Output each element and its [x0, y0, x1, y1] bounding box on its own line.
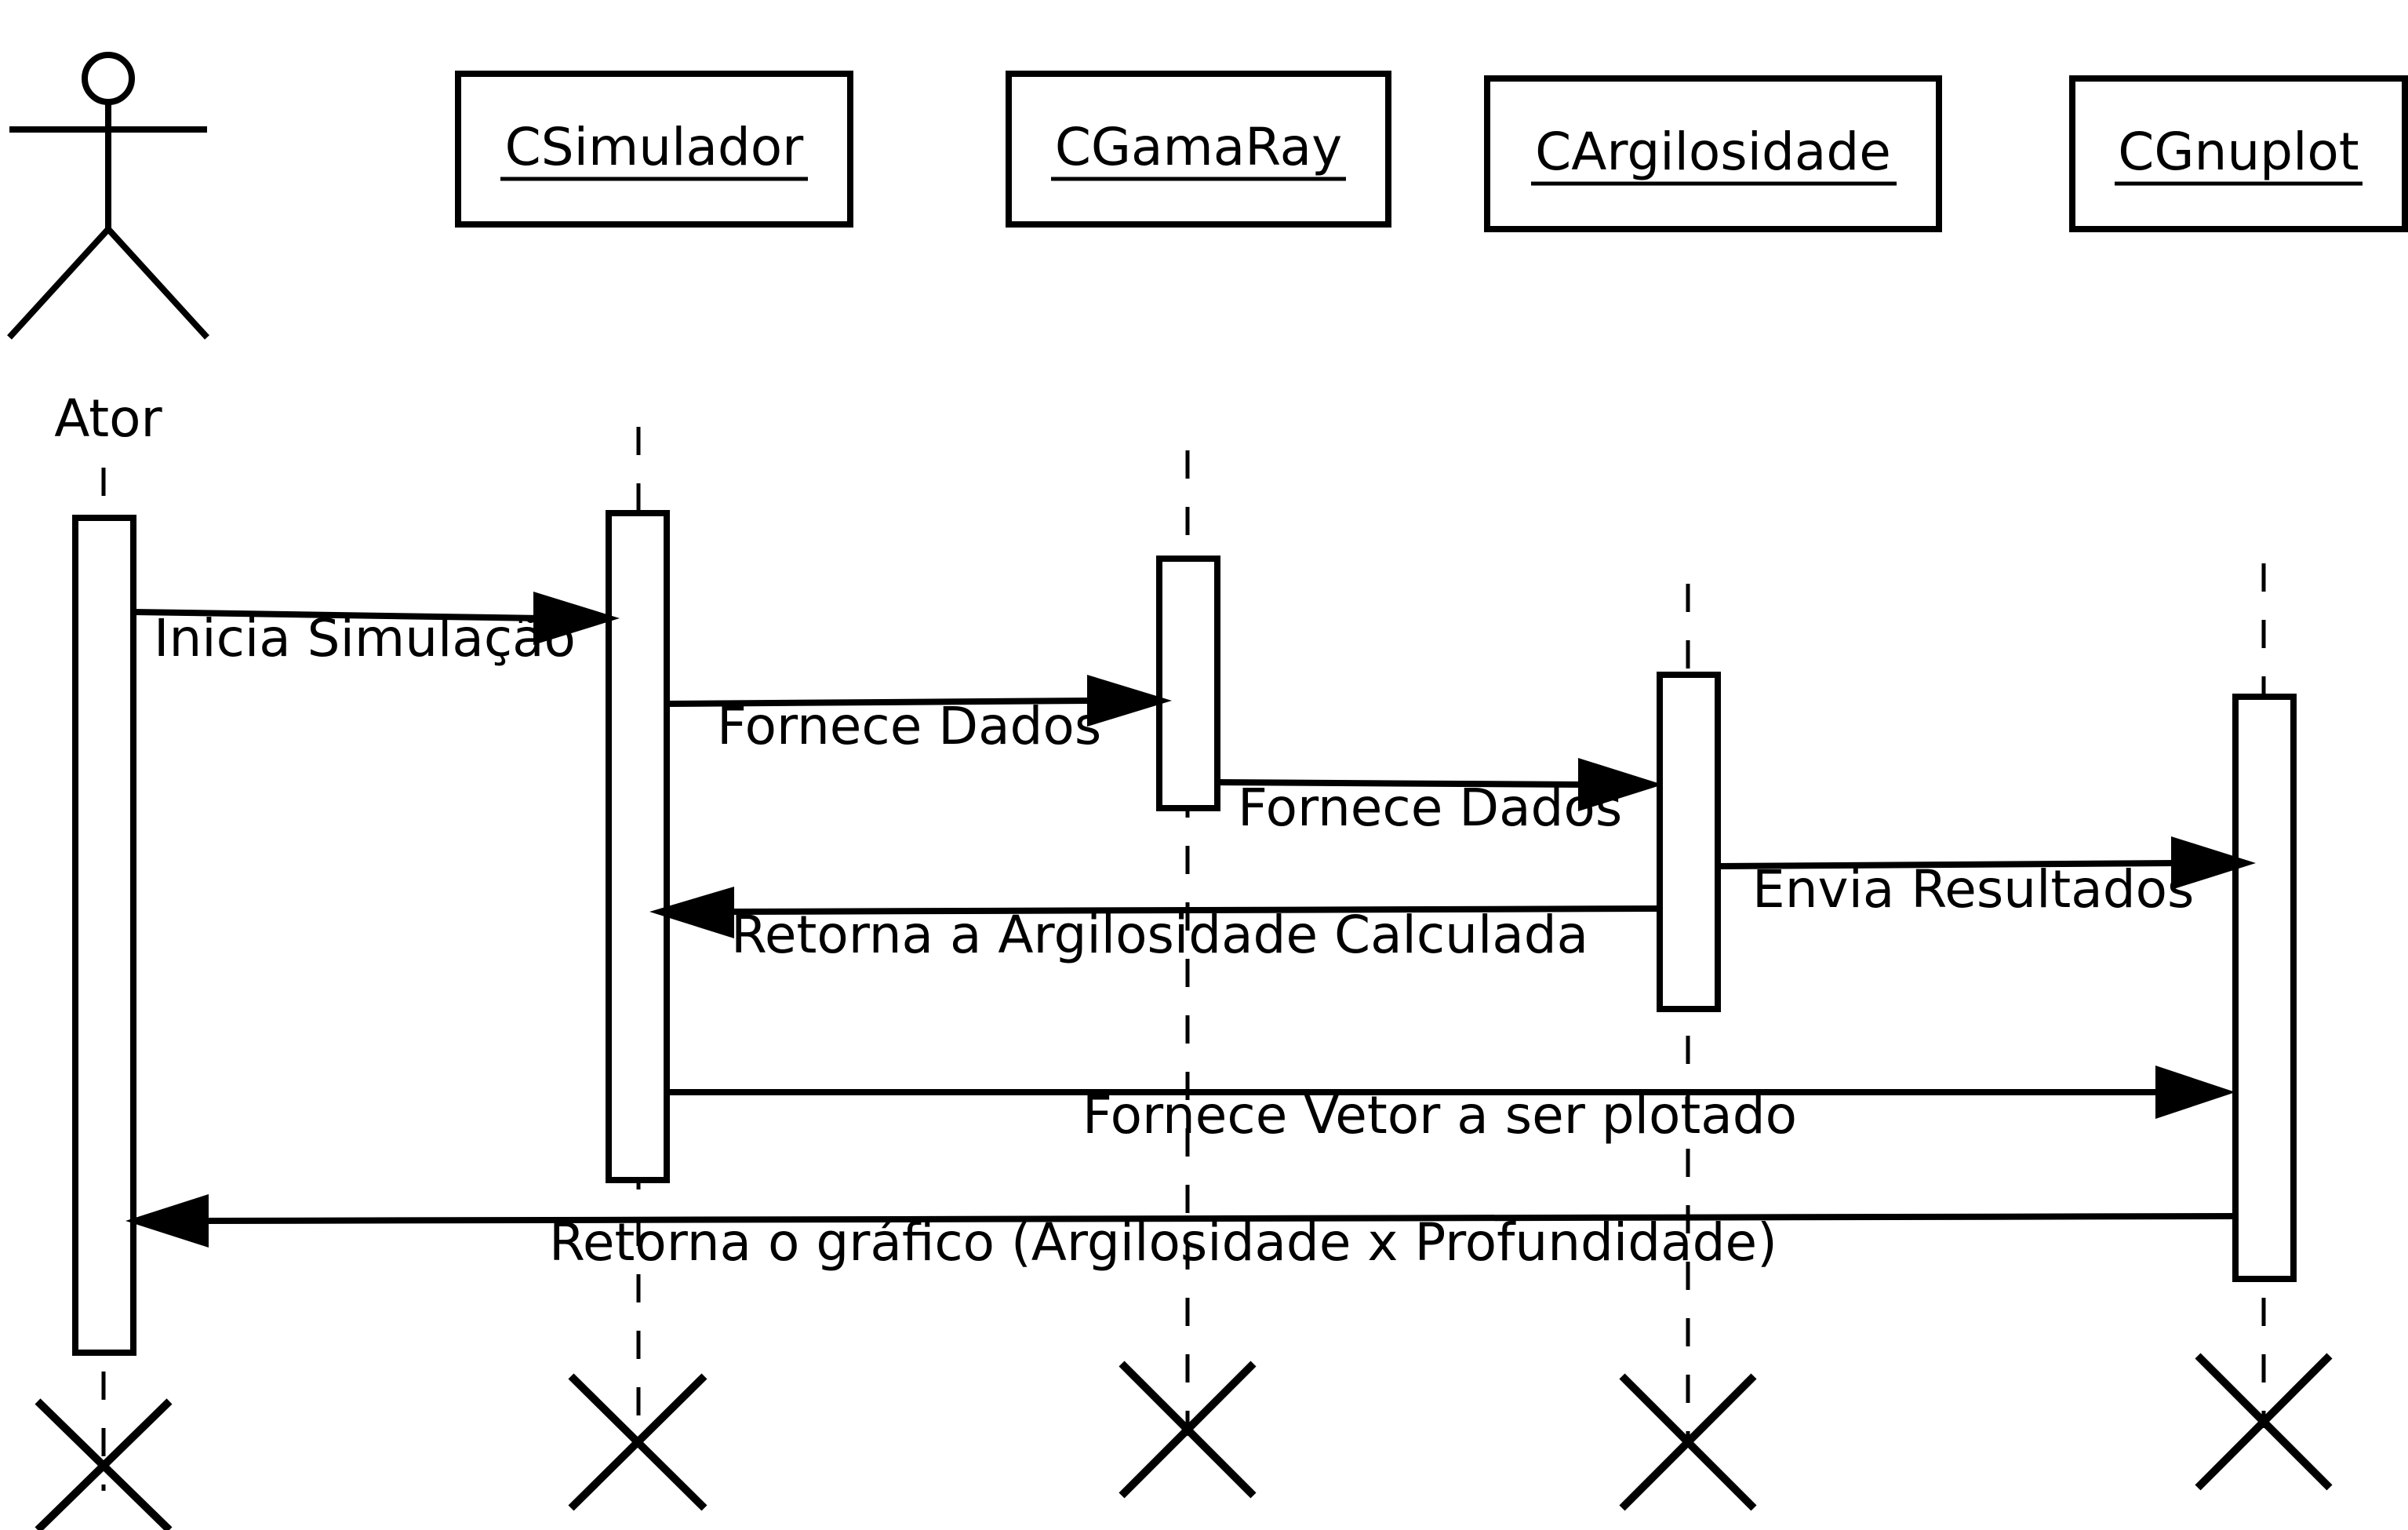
object-cargilosidade-label: CArgilosidade: [1535, 122, 1891, 182]
message-fornece-vetor: [667, 1066, 2235, 1146]
message-fornece-dados-2-label: Fornece Dados: [1238, 778, 1623, 838]
activation-cgamaray: [1159, 559, 1217, 808]
message-envia-resultados-label: Envia Resultados: [1752, 859, 2195, 920]
object-csimulador: [458, 74, 850, 224]
actor-label: Ator: [54, 388, 162, 449]
actor-stick-figure-icon: [9, 55, 207, 337]
message-retorna-grafico: [125, 1194, 2235, 1273]
object-cargilosidade: [1487, 78, 1939, 229]
actor: [9, 55, 207, 449]
message-fornece-dados-1: [667, 675, 1172, 756]
activation-cgnuplot: [2235, 697, 2293, 1279]
activation-cargilosidade: [1660, 675, 1718, 1009]
message-fornece-dados-2: [1217, 758, 1663, 838]
object-cgamaray: [1009, 74, 1388, 224]
message-inicia-simulacao-label: Inicia Simulação: [154, 608, 576, 668]
activation-csimulador: [609, 513, 667, 1180]
message-fornece-vetor-label: Fornece Vetor a ser plotado: [1082, 1085, 1798, 1146]
object-cgnuplot-label: CGnuplot: [2118, 122, 2359, 182]
destroy-cgamaray-icon: [1122, 1364, 1253, 1495]
object-cgamaray-label: CGamaRay: [1054, 117, 1343, 177]
object-cgnuplot: [2072, 78, 2405, 229]
activation-ator: [75, 518, 133, 1353]
message-retorna-argilosidade: [649, 887, 1660, 965]
message-retorna-argilosidade-label: Retorna a Argilosidade Calculada: [731, 905, 1589, 965]
destroy-ator-icon: [38, 1401, 169, 1530]
object-csimulador-label: CSimulador: [504, 117, 804, 177]
message-retorna-grafico-label: Retorna o gráfico (Argilosidade x Profundidade): [549, 1212, 1777, 1273]
message-inicia-simulacao: [133, 592, 620, 668]
message-fornece-dados-1-label: Fornece Dados: [717, 696, 1102, 756]
message-envia-resultados: [1718, 836, 2256, 920]
